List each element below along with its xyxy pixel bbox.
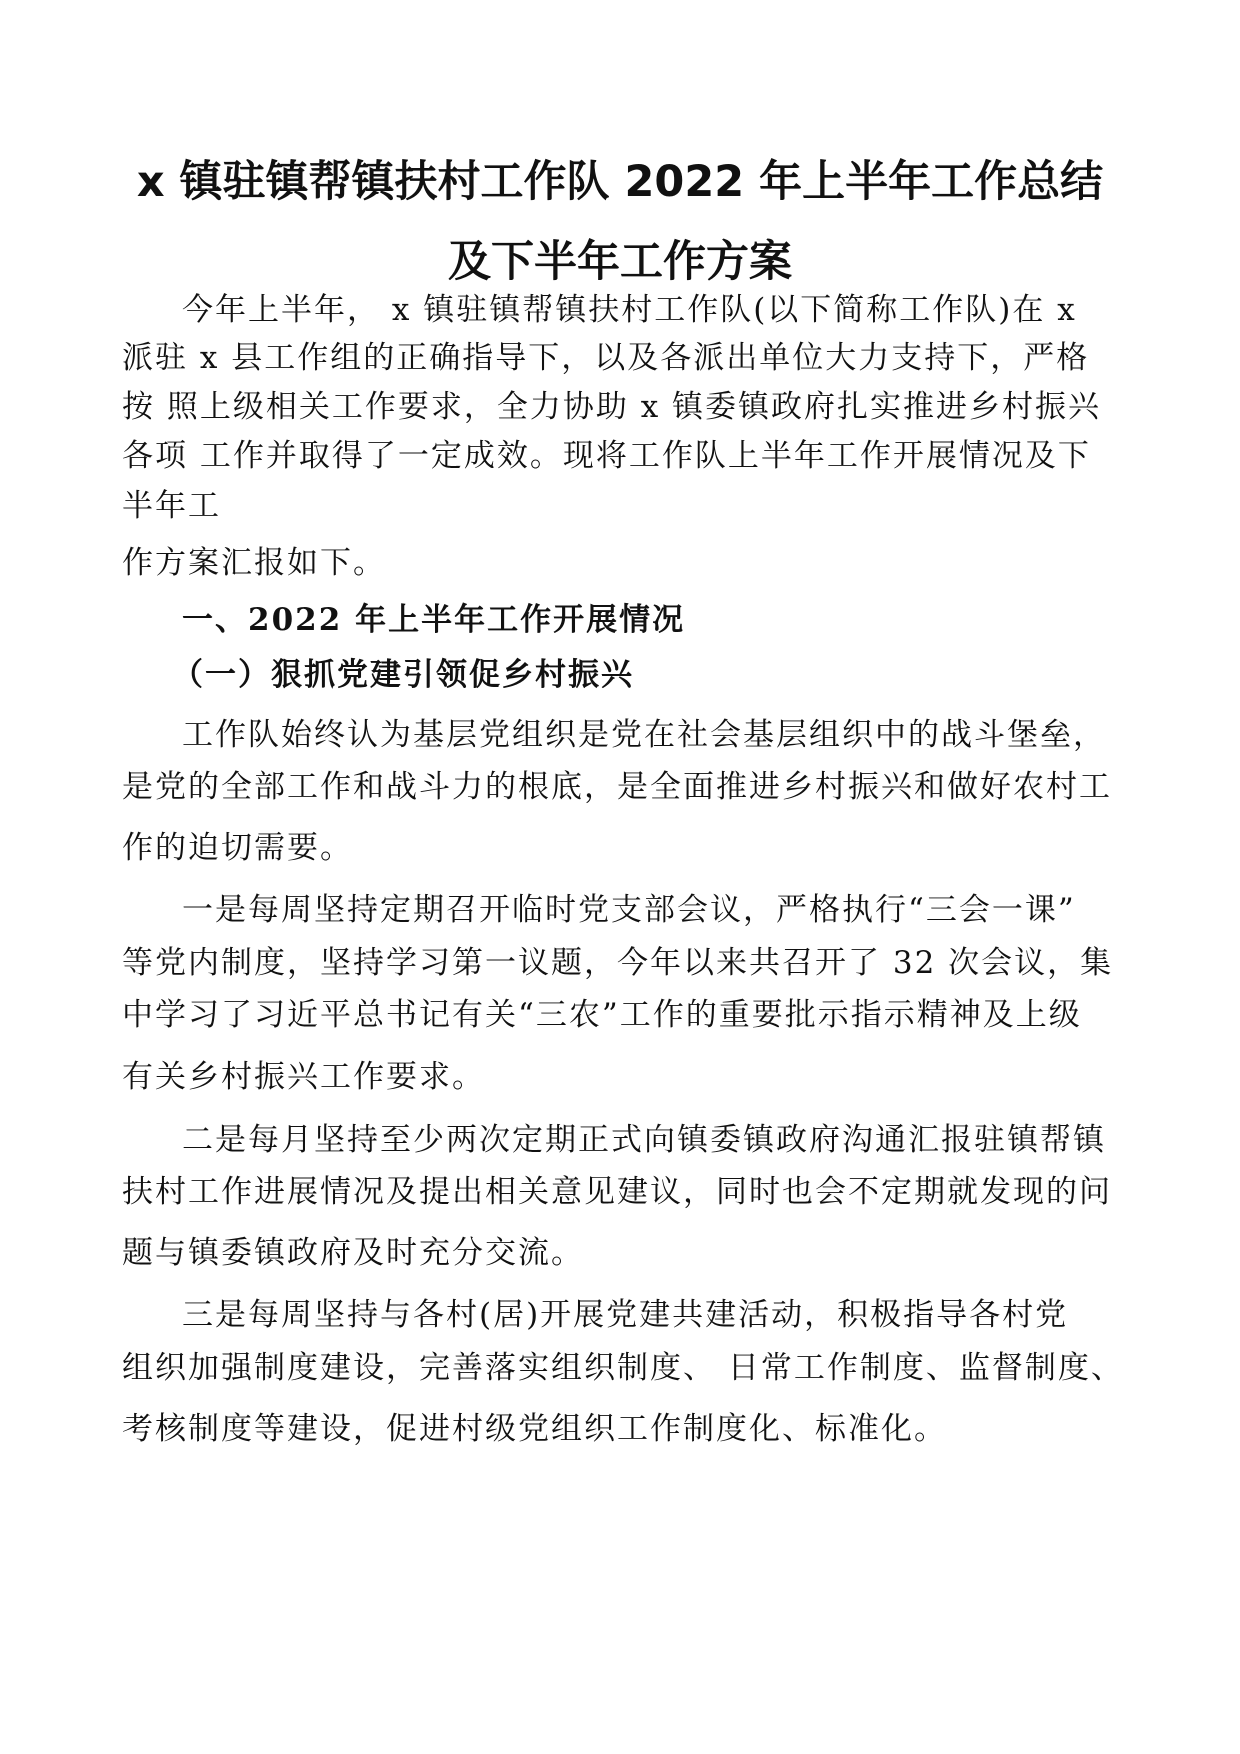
point-two-paragraph-line: 扶村工作进展情况及提出相关意见建议，同时也会不定期就发现的问: [122, 1174, 1112, 1210]
point-two-paragraph-line: 二是每月坚持至少两次定期正式向镇委镇政府沟通汇报驻镇帮镇: [182, 1122, 1106, 1158]
intro-line: 半年工: [122, 488, 221, 524]
intro-line: 今年上半年， x 镇驻镇帮镇扶村工作队(以下简称工作队)在 x: [182, 292, 1077, 328]
point-three-paragraph-line: 组织加强制度建设，完善落实组织制度、 日常工作制度、监督制度、: [122, 1350, 1124, 1386]
intro-line: 作方案汇报如下。: [122, 545, 386, 581]
point-one-paragraph-line: 等党内制度，坚持学习第一议题，今年以来共召开了 32 次会议，集: [122, 945, 1114, 981]
document-title-line-1: x 镇驻镇帮镇扶村工作队 2022 年上半年工作总结: [136, 157, 1104, 207]
point-two-paragraph-line: 题与镇委镇政府及时充分交流。: [122, 1235, 584, 1271]
point-one-paragraph-line: 中学习了习近平总书记有关“三农”工作的重要批示指示精神及上级: [122, 997, 1082, 1033]
party-building-paragraph-line: 作的迫切需要。: [122, 830, 353, 866]
intro-line: 派驻 x 县工作组的正确指导下，以及各派出单位大力支持下，严格: [122, 340, 1090, 376]
document-title-line-2: 及下半年工作方案: [448, 237, 792, 287]
party-building-paragraph-line: 是党的全部工作和战斗力的根底，是全面推进乡村振兴和做好农村工: [122, 769, 1112, 805]
party-building-paragraph-line: 工作队始终认为基层党组织是党在社会基层组织中的战斗堡垒，: [182, 717, 1106, 753]
subsection-heading: （一）狠抓党建引领促乡村振兴: [172, 657, 634, 693]
point-one-paragraph-line: 一是每周坚持定期召开临时党支部会议，严格执行“三会一课”: [182, 892, 1076, 928]
intro-line: 各项 工作并取得了一定成效。现将工作队上半年工作开展情况及下: [122, 438, 1091, 474]
point-three-paragraph-line: 考核制度等建设，促进村级党组织工作制度化、标准化。: [122, 1411, 947, 1447]
point-three-paragraph-line: 三是每周坚持与各村(居)开展党建共建活动，积极指导各村党: [182, 1297, 1069, 1333]
section-heading: 一、2022 年上半年工作开展情况: [182, 602, 686, 638]
point-one-paragraph-line: 有关乡村振兴工作要求。: [122, 1059, 485, 1095]
intro-line: 按 照上级相关工作要求，全力协助 x 镇委镇政府扎实推进乡村振兴: [122, 389, 1102, 425]
